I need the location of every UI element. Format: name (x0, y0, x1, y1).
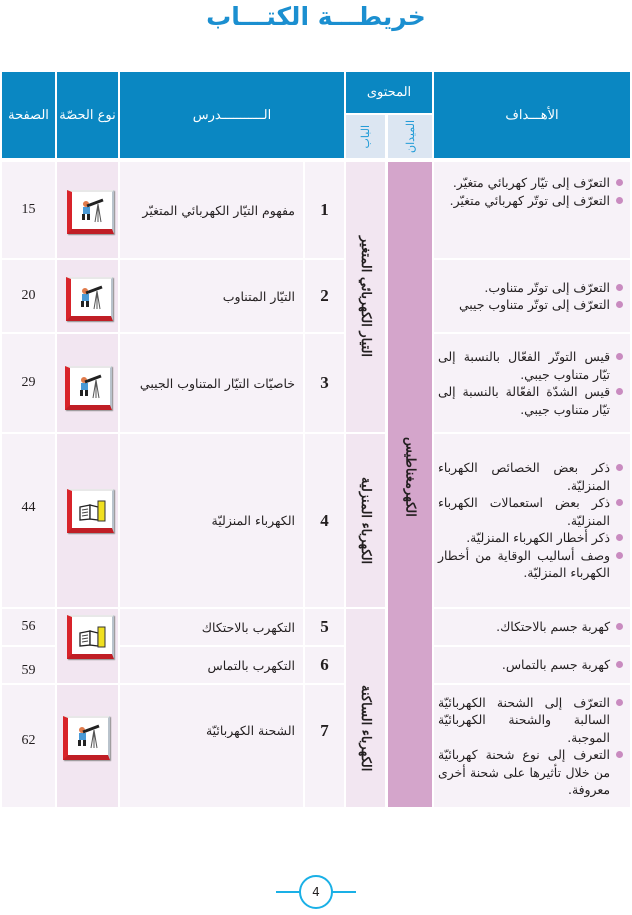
objective-item: التعرّف إلى الشحنة الكهربائيّة السالبة والشحنة الكهربائيّة الموجبة. (438, 694, 624, 747)
objectives-cell-6 (434, 647, 630, 683)
lesson-title-5: التكهرب بالاحتكاك (120, 609, 303, 645)
lesson-number-2: 2 (305, 260, 344, 332)
subheader-unit (346, 115, 385, 158)
unit-cell-3 (346, 609, 385, 807)
page-number: 4 (299, 875, 333, 909)
page-cell-6: 59 (2, 647, 55, 683)
telescope-observation-icon (66, 277, 113, 321)
objective-item: التعرّف إلى توتّر متناوب جيبي (438, 296, 624, 314)
page-cell-5: 56 (2, 609, 55, 645)
subheader-domain-label: الميدان (403, 120, 417, 153)
footer-line-left (276, 891, 300, 893)
lesson-title-1: مفهوم التيّار الكهربائي المتغيّر (120, 162, 303, 258)
lesson-title-6: التكهرب بالتماس (120, 647, 303, 683)
objectives-list-2 (438, 279, 624, 314)
objectives-cell-1 (434, 162, 630, 258)
objectives-list-5 (438, 618, 624, 636)
page-cell-2: 20 (2, 260, 55, 332)
objectives-list-7 (438, 694, 624, 799)
lesson-title-3: خاصيّات التيّار المتناوب الجيبي (120, 334, 303, 432)
objectives-list-6 (438, 656, 624, 674)
unit-cell-2 (346, 434, 385, 607)
objectives-list-3 (438, 348, 624, 418)
objectives-list-1 (438, 174, 624, 209)
book-reading-icon (67, 615, 114, 659)
objective-item: قيس التوتّر الفعّال بالنسبة إلى تيّار متناوب جيبي. (438, 348, 624, 383)
page-cell-3: 29 (2, 334, 55, 432)
header-page: الصفحة (2, 72, 55, 158)
lesson-number-3: 3 (305, 334, 344, 432)
objective-item: التعرف إلى نوع شحنة كهربائيّة من خلال تأثيرها على شحنة أخرى معروفة. (438, 746, 624, 799)
footer-line-right (332, 891, 356, 893)
lesson-title-7: الشحنة الكهربائيّة (120, 685, 303, 807)
objectives-cell-7 (434, 685, 630, 807)
objectives-cell-5 (434, 609, 630, 645)
subheader-domain (388, 115, 432, 158)
page-cell-7: 62 (2, 685, 55, 807)
page-cell-1: 15 (2, 162, 55, 258)
objective-item: ذكر بعض استعمالات الكهرباء المنزليّة. (438, 494, 624, 529)
subheader-unit-label: الباب (359, 124, 372, 149)
domain-label: الكهرمغناطيس (402, 437, 418, 517)
lesson-number-7: 7 (305, 685, 344, 807)
page-cell-4: 44 (2, 434, 55, 607)
objective-item: ذكر أخطار الكهرباء المنزليّة. (438, 529, 624, 547)
objectives-cell-3 (434, 334, 630, 432)
telescope-observation-icon (65, 366, 112, 410)
objectives-cell-2 (434, 260, 630, 332)
objective-item: ذكر بعض الخصائص الكهرباء المنزليّة. (438, 459, 624, 494)
lesson-title-4: الكهرباء المنزليّة (120, 434, 303, 607)
objective-item: التعرّف إلى توتّر كهربائي متغيّر. (438, 192, 624, 210)
unit-label-3: الكهرباء الساكنة (358, 684, 373, 772)
header-session-type: نوع الحصّة (57, 72, 118, 158)
header-content: المحتوى (346, 72, 432, 113)
unit-label-1: التيار الكهربائي المتغير (358, 236, 373, 358)
objectives-list-4 (438, 459, 624, 582)
objectives-cell-4 (434, 434, 630, 607)
lesson-title-2: التيّار المتناوب (120, 260, 303, 332)
lesson-number-4: 4 (305, 434, 344, 607)
domain-cell (388, 162, 432, 807)
page-title: خريطـــة الكتـــاب (206, 2, 426, 31)
lesson-number-6: 6 (305, 647, 344, 683)
objective-item: كهربة جسم بالتماس. (438, 656, 624, 674)
unit-label-2: الكهرباء المنزلية (358, 476, 373, 565)
objective-item: التعرّف إلى توتّر متناوب. (438, 279, 624, 297)
lesson-number-1: 1 (305, 162, 344, 258)
objective-item: وصف أساليب الوقاية من أخطار الكهرباء المنزليّة. (438, 547, 624, 582)
header-lesson: الـــــــــــدرس (120, 72, 344, 158)
lesson-number-5: 5 (305, 609, 344, 645)
objective-item: قيس الشدّة الفعّالة بالنسبة إلى تيّار متناوب جيبي. (438, 383, 624, 418)
book-reading-icon (67, 489, 114, 533)
header-objectives: الأهـــداف (434, 72, 630, 158)
telescope-observation-icon (63, 716, 110, 760)
objective-item: كهربة جسم بالاحتكاك. (438, 618, 624, 636)
telescope-observation-icon (67, 190, 114, 234)
unit-cell-1 (346, 162, 385, 432)
objective-item: التعرّف إلى تيّار كهربائي متغيّر. (438, 174, 624, 192)
